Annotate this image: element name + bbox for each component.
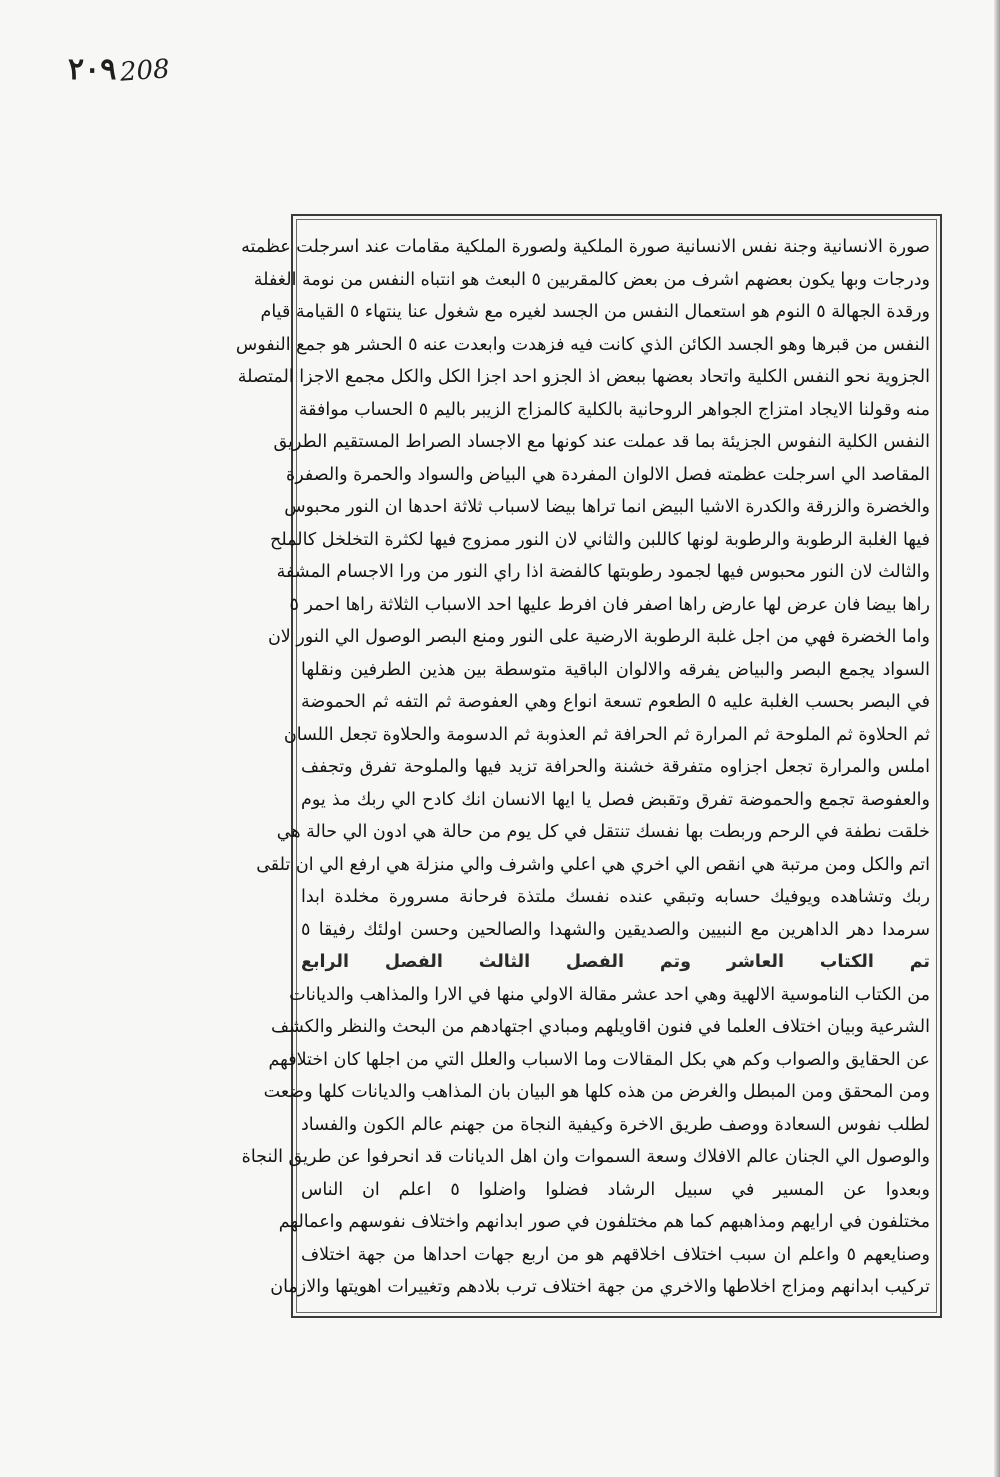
text-line: في البصر بحسب الغلبة عليه ٥ الطعوم تسعة انواع وهي العفوصة ثم التفه ثم الحموضة	[301, 692, 930, 712]
text-line: السواد يجمع البصر والبياض يفرقه والالوان الباقية متوسطة بين هذين الطرفين ونقلها	[301, 659, 930, 680]
text-line: والثالث لان النور محبوس فيها لجمود رطوبتها كالفضة اذا راي النور من ورا الاجسام المشفة	[276, 562, 930, 582]
text-line: الجزوية نحو النفس الكلية واتحاد بعضها ببعض اذ الجزو احد اجزا الكل والكل مجمع الاجزا المتصلة	[237, 367, 930, 387]
text-frame	[235, 214, 942, 1318]
text-line: ورقدة الجهالة ٥ النوم هو استعمال النفس من الجسد لغيره مع شغول عنا ينتهاء ٥ القيامة قيام	[260, 302, 930, 322]
text-line: املس والمرارة تجعل اجزاوه متفرقة خشنة والحرافة تزيد فيها والملوحة تفرق وتجفف	[301, 757, 930, 777]
text-line: خلقت نطفة في الرحم وربطت بها نفسك تنتقل في كل يوم من حالة هي ادون الي حالة هي	[276, 822, 930, 842]
text-line: والخضرة والزرقة والكدرة الاشيا البيض انما تراها بيضا لاسباب ثلاثة احدها ان النور محبوس	[284, 497, 930, 517]
text-line: عن الحقايق والصواب وكم هي بكل المقالات وما الاسباب والعلل التي من اجلها كان اختلافهم	[268, 1049, 930, 1070]
text-line: وصنايعهم ٥ واعلم ان سبب اختلاف اخلاقهم هو من اربع جهات احداها من جهة اختلاف	[301, 1244, 930, 1265]
text-line: ودرجات وبها يكون بعضهم اشرف من بعض كالمقربين ٥ البعث هو انتباه النفس من نومة الغفلة	[253, 269, 930, 290]
text-line: وبعدوا عن المسير في سبيل الرشاد فضلوا واضلوا ٥ اعلم ان الناس	[301, 1179, 930, 1200]
chapter-heading-line: تم الكتاب العاشر وتم الفصل الثالث الفصل الرابع	[301, 952, 930, 972]
text-line: مختلفون في ارايهم ومذاهبهم كما هم مختلفون في صور ابدانهم واختلاف نفوسهم واعمالهم	[278, 1212, 930, 1232]
folio-number	[68, 52, 170, 87]
text-line: المقاصد الي اسرجلت عظمته فصل الالوان المفردة هي البياض والسواد والحمرة والصفرة	[286, 464, 930, 485]
text-line: منه وقولنا الايجاد امتزاج الجواهر الروحانية بالكلية كالمزاج الزيبر باليم ٥ الحساب موافقة	[298, 399, 930, 420]
text-line: من الكتاب الناموسية الالهية وهي احد عشر مقالة الاولي منها في الارا والمذاهب والديانات	[289, 984, 930, 1005]
text-line: فيها الغلبة الرطوبة والرطوبة لونها كاللبن والثاني لان النور ممزوج فيها لكثرة التخلخل كالملح	[270, 529, 930, 550]
text-line: والوصول الي الجنان عالم الافلاك وسعة السموات وان اهل الديانات قد انحرفوا عن طريق النجاة	[241, 1147, 930, 1167]
text-line: صورة الانسانية وجنة نفس الانسانية صورة الملكية ولصورة الملكية مقامات عند اسرجلت عظمته	[241, 237, 930, 257]
page-edge-shadow	[994, 0, 1000, 1477]
text-line: تركيب ابدانهم ومزاج اخلاطها والاخري من جهة اختلاف ترب بلادهم وتغييرات اهويتها والازمان	[270, 1277, 930, 1297]
text-line: والعفوصة تجمع والحموضة تفرق وتقبض فصل يا ايها الانسان انك كادح الي ربك مذ يوم	[301, 789, 930, 810]
text-line: النفس من قبرها وهو الجسد الكائن الذي كانت فيه فزهدت وابعدت عنه ٥ الحشر هو جمع النفوس	[235, 334, 930, 355]
text-line: ثم الحلاوة ثم الملوحة ثم المرارة ثم الحرافة ثم العذوبة ثم الدسومة والحلاوة تجعل اللسان	[283, 724, 930, 745]
text-line: لطلب نفوس السعادة ووصف طريق الاخرة وكيفية النجاة من جهنم عالم الكون والفساد	[301, 1114, 930, 1135]
text-line: ومن المحقق ومن المبطل والغرض من هذه كلها هو البيان بان المذاهب والديانات كلها وضعت	[263, 1082, 930, 1102]
text-line: راها بيضا فان عرض لها عارض راها اصفر فان افرط عليها احد الاسباب الثلاثة راها احمر ٥	[289, 594, 930, 615]
text-line: سرمدا دهر الداهرين مع النبيين والصديقين والشهدا والصالحين وحسن اولئك رفيقا ٥	[301, 919, 930, 940]
text-line: اتم والكل ومن مرتبة هي انقص الي اخري هي اعلي واشرف والي منزلة هي ارفع الي ان تلقى	[256, 854, 930, 875]
manuscript-text-block	[235, 232, 930, 1302]
text-line: النفس الكلية النفوس الجزيئة بما قد عملت عند كونها مع الاجساد الصراط المستقيم الطريق	[273, 432, 930, 452]
text-line: ربك وتشاهده ويوفيك حسابه وتبقي عنده نفسك ملتذة فرحانة مسرورة مخلدة ابدا	[301, 887, 930, 907]
text-line: واما الخضرة فهي من اجل غلبة الرطوبة الارضية على النور ومنع البصر الوصول الي النور لان	[267, 627, 930, 647]
text-line: الشرعية وبيان اختلاف العلما في فنون اقاويلهم ومبادي اجتهادهم من البحث والنظر والكشف	[271, 1017, 930, 1037]
folio-latin-numeral: 208	[119, 54, 171, 88]
folio-arabic-numeral: ٢٠٩	[68, 52, 117, 87]
